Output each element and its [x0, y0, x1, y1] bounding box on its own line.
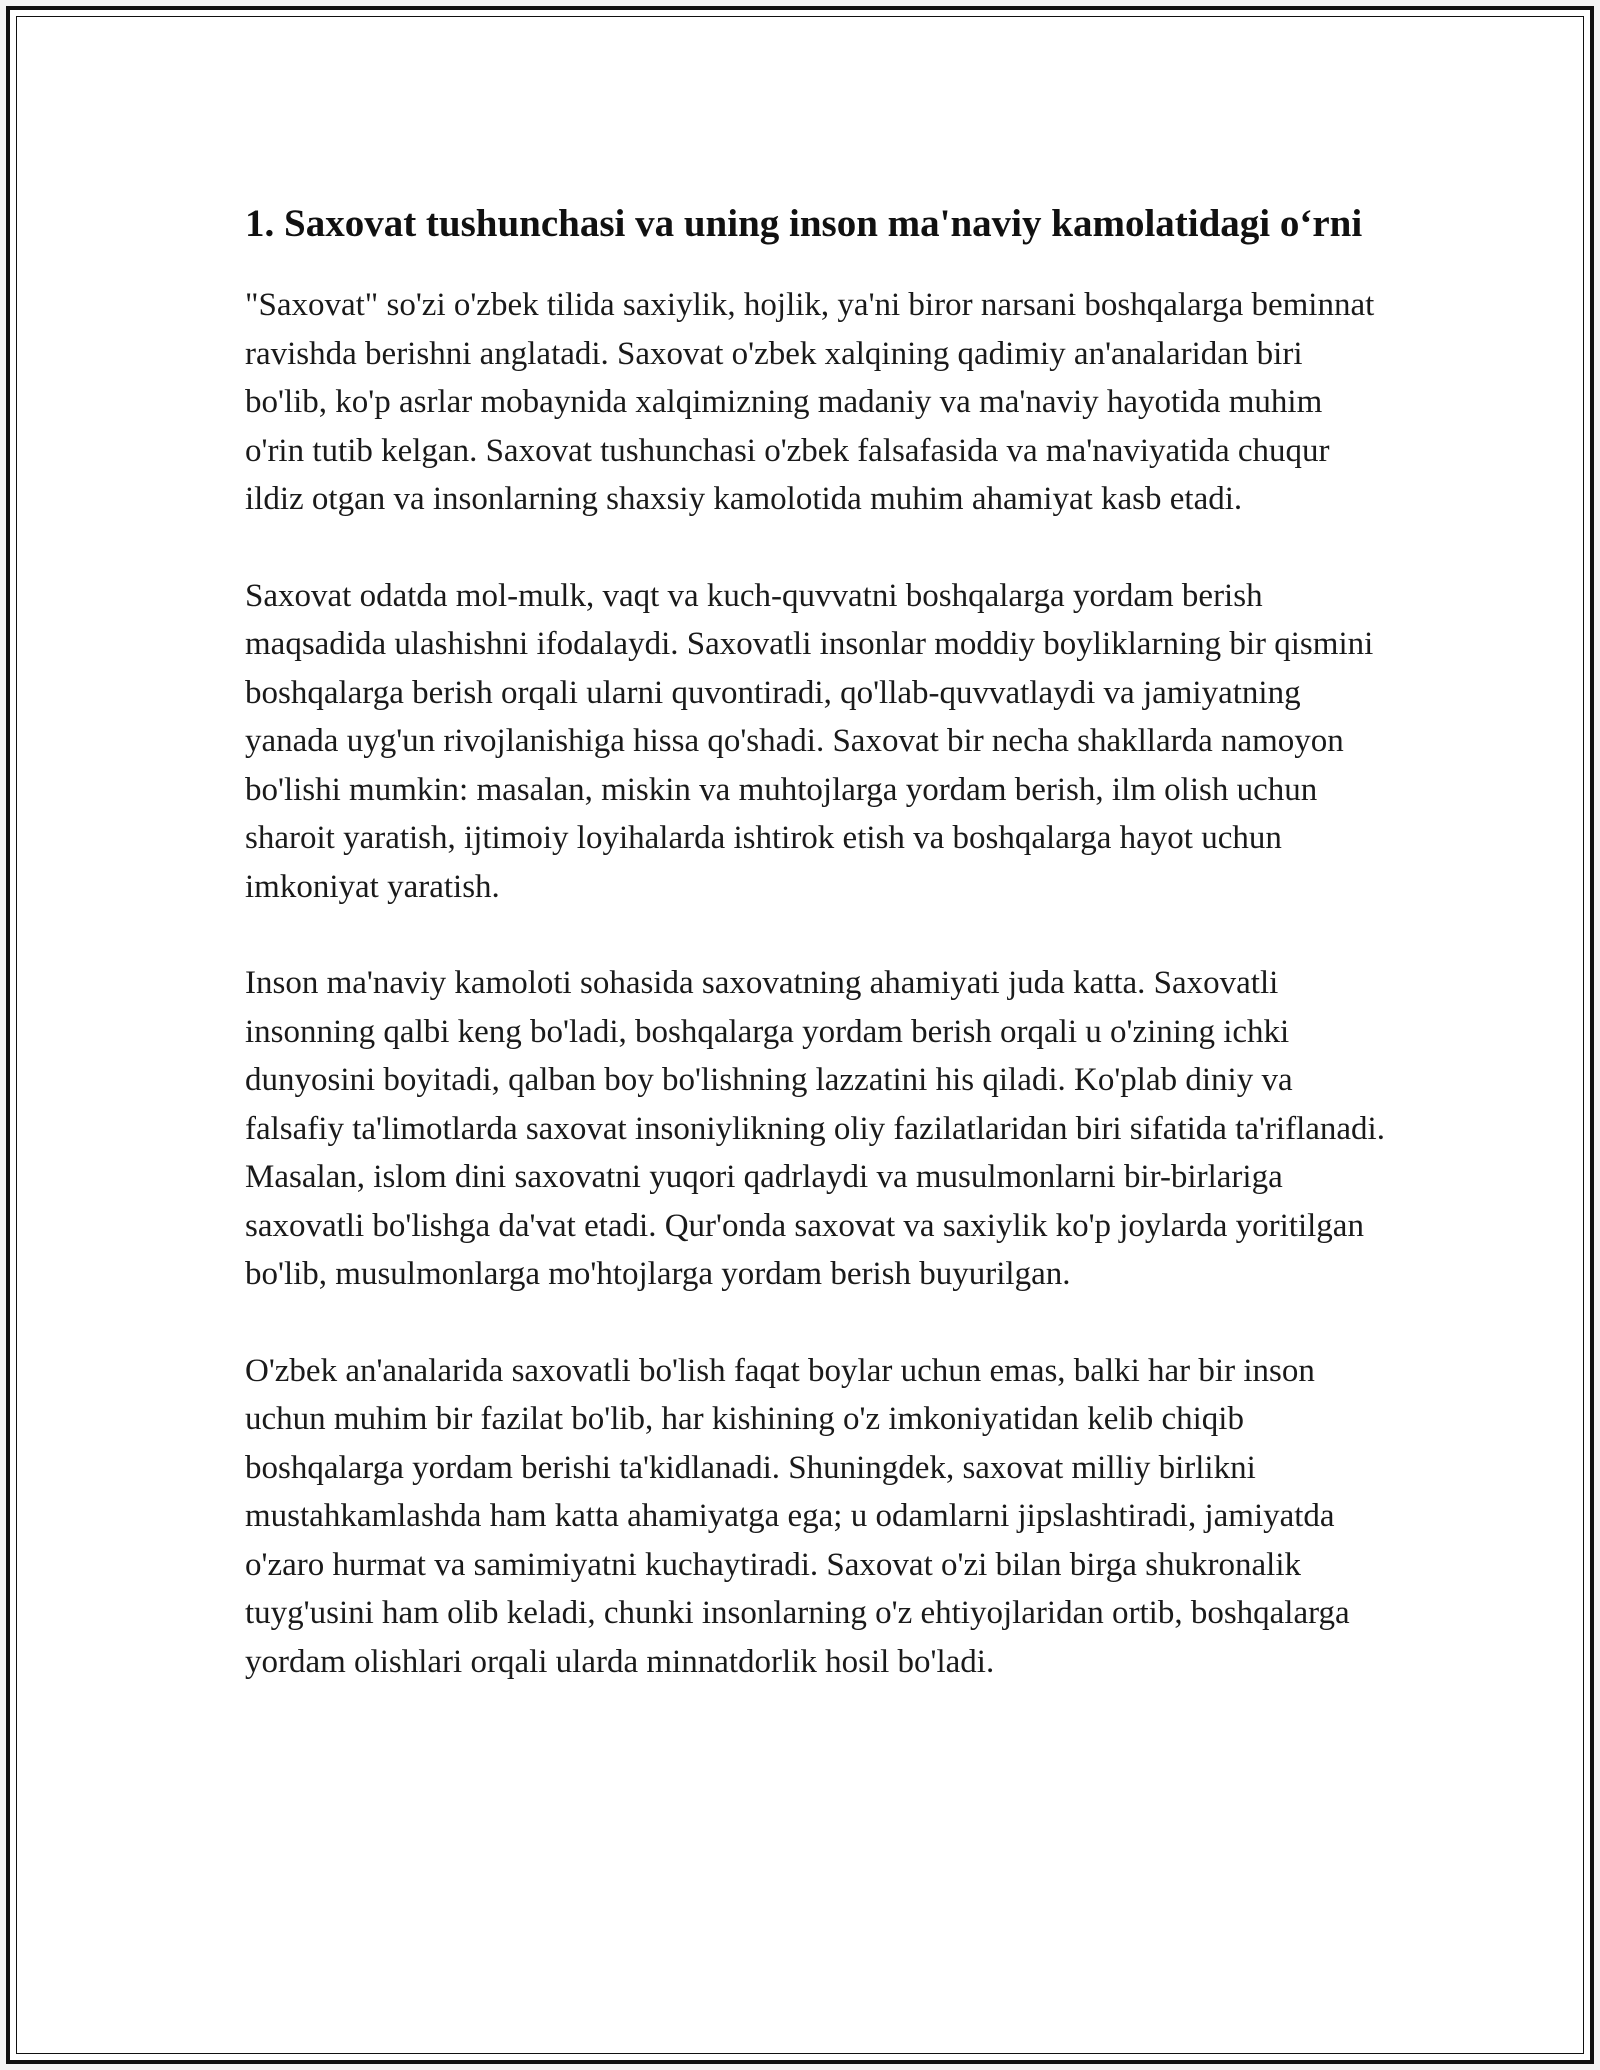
paragraph-2: Saxovat odatda mol-mulk, vaqt va kuch-quvvatni boshqalarga yordam berish maqsadida ulashishni ifodalaydi. Saxovatli insonlar moddiy boyliklarning bir qismini boshqalarga berish orqali ularni quvontiradi, qo'llab-quvvatlaydi va jamiyatning yanada uyg'un rivojlanishiga hissa qo'shadi. Saxovat bir necha shakllarda namoyon bo'lishi mumkin: masalan, miskin va muhtojlarga yordam berish, ilm olish uchun sharoit yaratish, ijtimoiy loyihalarda ishtirok etish va boshqalarga hayot uchun imkoniyat yaratish. [245, 577, 1374, 905]
page-frame [6, 6, 1594, 2064]
section-title: 1. Saxovat tushunchasi va uning inson ma'naviy kamolatidagi o‘rni [245, 202, 1363, 245]
paragraph-3: Inson ma'naviy kamoloti sohasida saxovatning ahamiyati juda katta. Saxovatli insonning qalbi keng bo'ladi, boshqalarga yordam berish orqali u o'zining ichki dunyosini boyitadi, qalban boy bo'lishning lazzatini his qiladi. Ko'plab diniy va falsafiy ta'limotlarda saxovat insoniylikning oliy fazilatlaridan biri sifatida ta'riflanadi. Masalan, islom dini saxovatni yuqori qadrlaydi va musulmonlarni bir-birlariga saxovatli bo'lishga da'vat etadi. Qur'onda saxovat va saxiylik ko'p joylarda yoritilgan bo'lib, musulmonlarga mo'htojlarga yordam berish buyurilgan. [245, 965, 1385, 1292]
paragraph-1: "Saxovat" so'zi o'zbek tilida saxiylik, hojlik, ya'ni biror narsani boshqalarga beminnat ravishda berishni anglatadi. Saxovat o'zbek xalqining qadimiy an'analaridan biri bo'lib, ko'p asrlar mobaynida xalqimizning madaniy va ma'naviy hayotida muhim o'rin tutib kelgan. Saxovat tushunchasi o'zbek falsafasida va ma'naviyatida chuqur ildiz otgan va insonlarning shaxsiy kamolotida muhim ahamiyat kasb etadi. [245, 287, 1375, 517]
document-body [245, 196, 1385, 1734]
paragraph-4: O'zbek an'analarida saxovatli bo'lish faqat boylar uchun emas, balki har bir inson uchun muhim bir fazilat bo'lib, har kishining o'z imkoniyatidan kelib chiqib boshqalarga yordam berishi ta'kidlanadi. Shuningdek, saxovat milliy birlikni mustahkamlashda ham katta ahamiyatga ega; u odamlarni jipslashtiradi, jamiyatda o'zaro hurmat va samimiyatni kuchaytiradi. Saxovat o'zi bilan birga shukronalik tuyg'usini ham olib keladi, chunki insonlarning o'z ehtiyojlaridan ortib, boshqalarga yordam olishlari orqali ularda minnatdorlik hosil bo'ladi. [245, 1352, 1350, 1680]
